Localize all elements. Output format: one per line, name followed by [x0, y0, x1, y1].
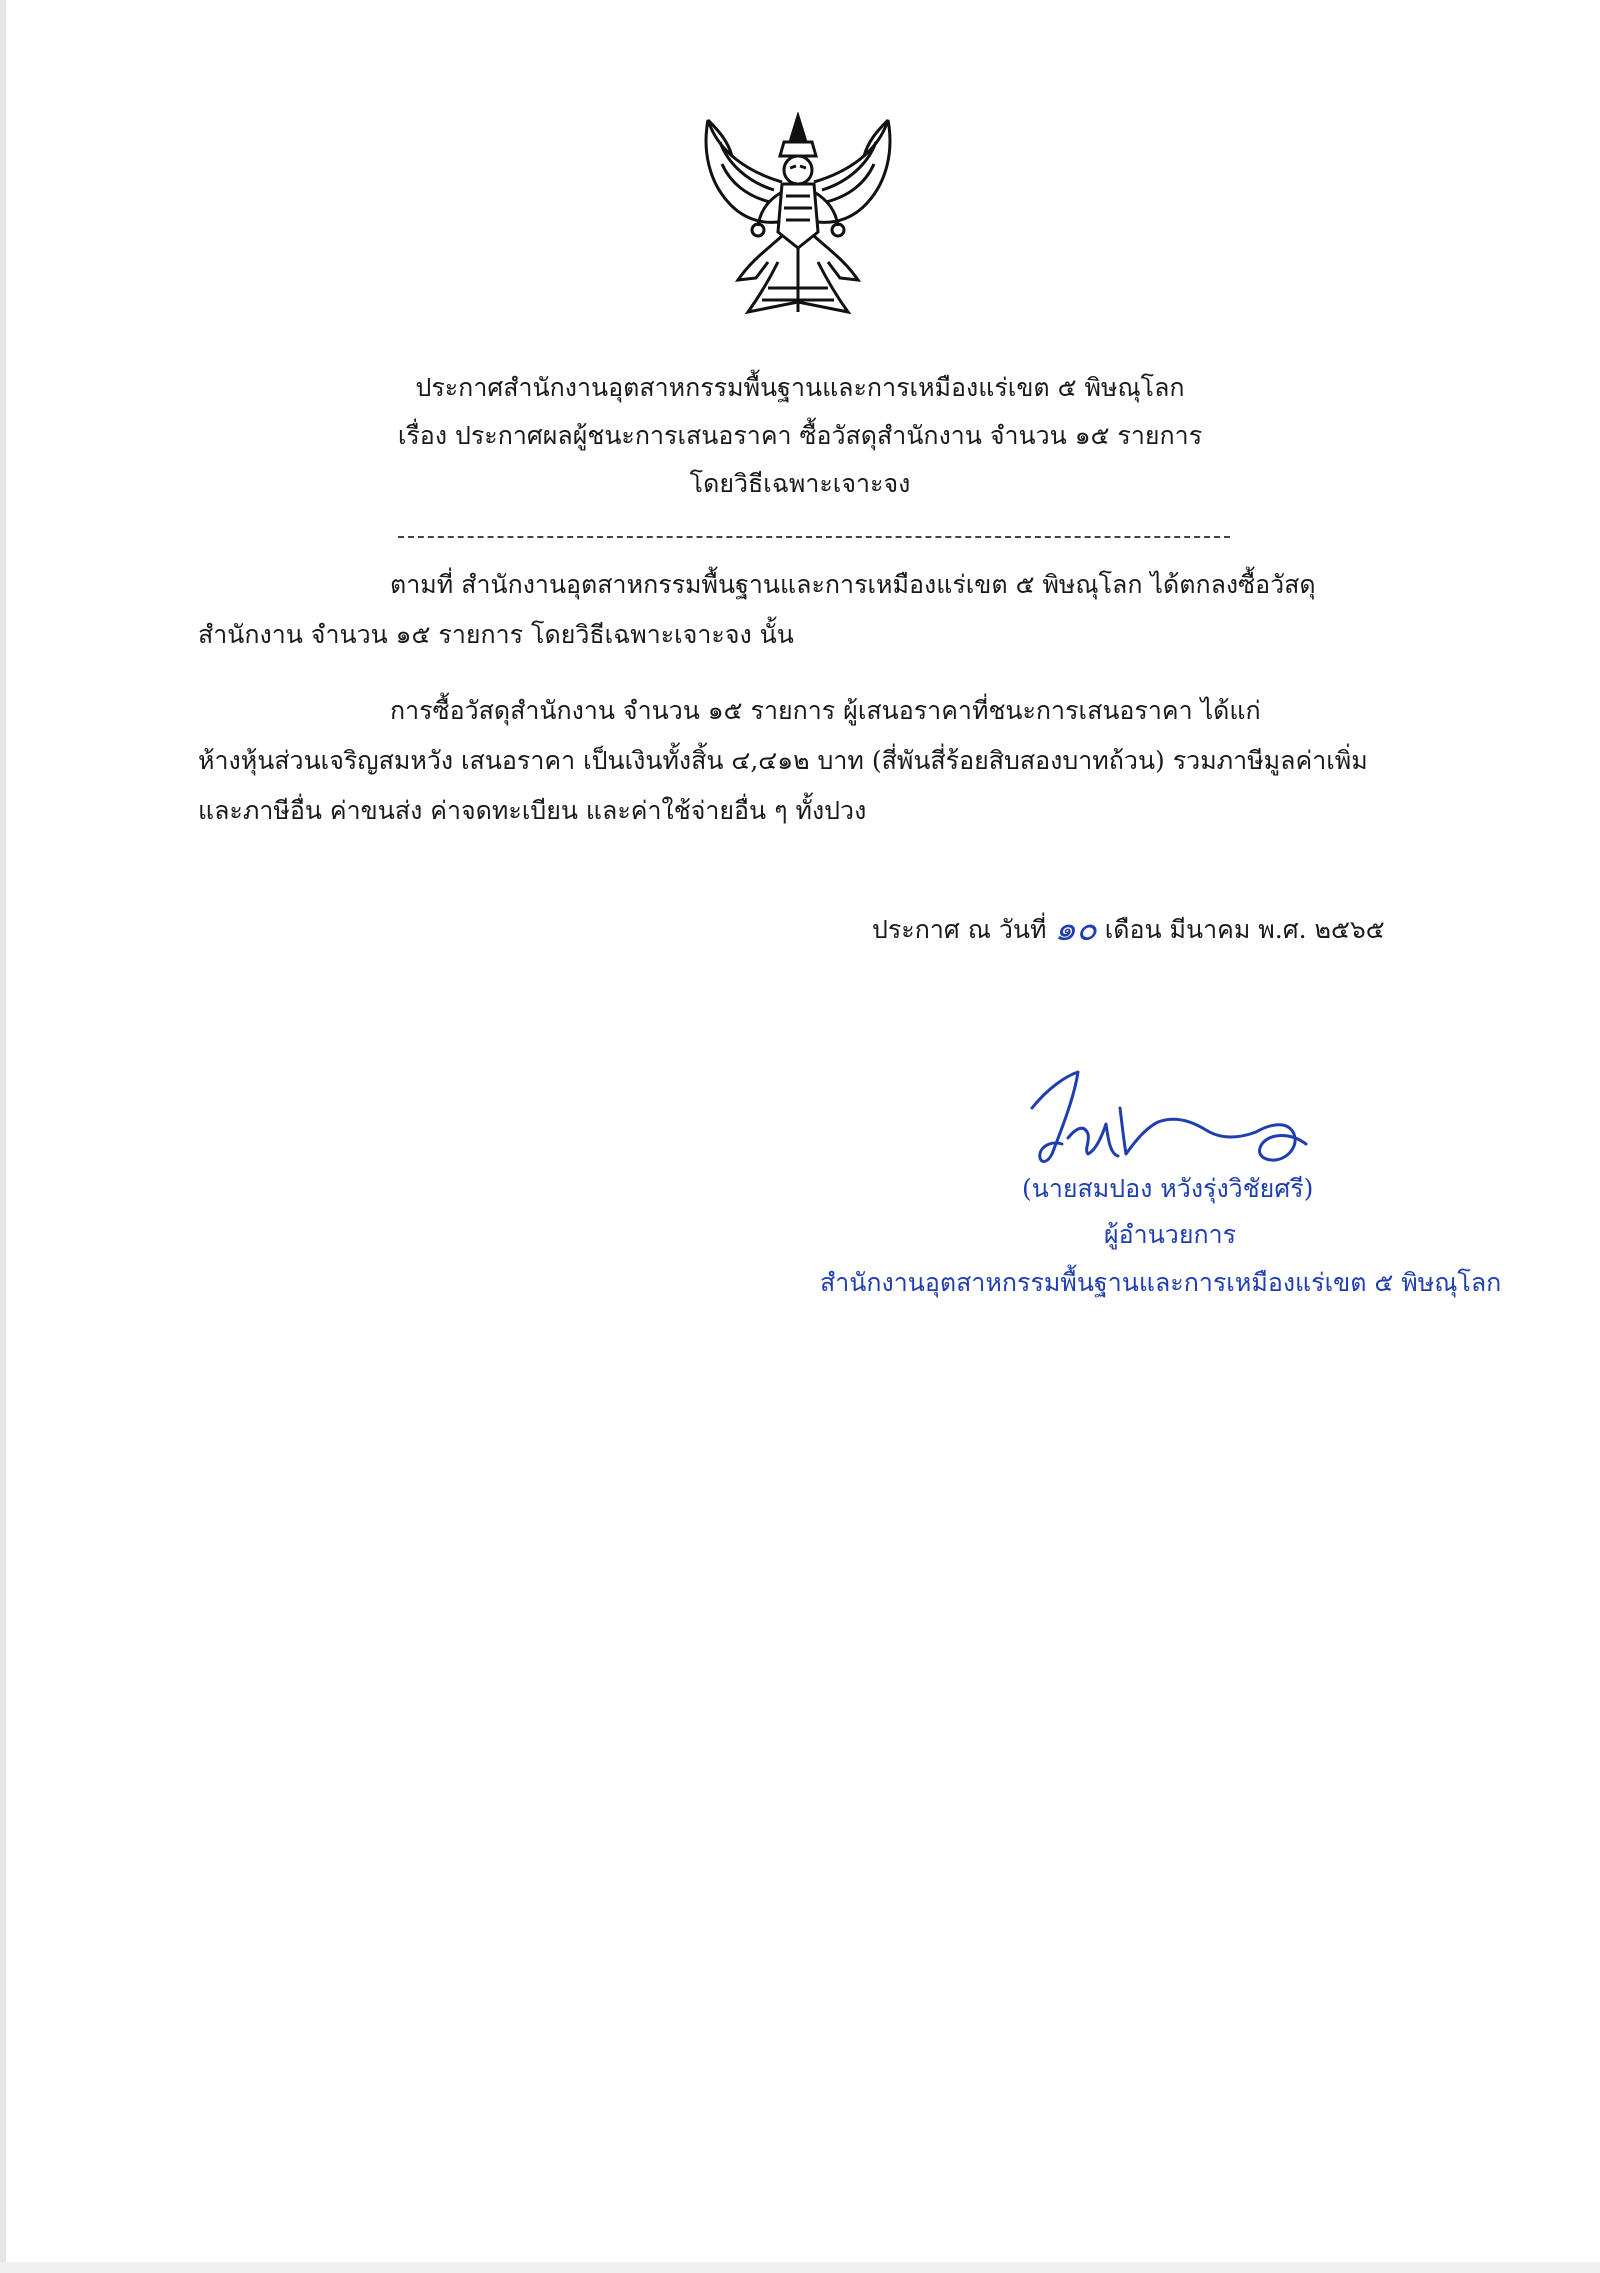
date-day: ๑๐: [1054, 909, 1097, 949]
announcement-method: โดยวิธีเฉพาะเจาะจง: [689, 469, 911, 498]
scan-bottom-edge: [0, 2262, 1600, 2273]
scan-edge: [0, 0, 6, 2273]
paragraph-1-line-2: สำนักงาน จำนวน ๑๕ รายการ โดยวิธีเฉพาะเจาะจง นั้น: [198, 620, 794, 649]
garuda-emblem-icon: [698, 112, 898, 324]
paragraph-2-line-2: ห้างหุ้นส่วนเจริญสมหวัง เสนอราคา เป็นเงินทั้งสิ้น ๔,๔๑๒ บาท (สี่พันสี่ร้อยสิบสองบาทถ้วน) รวมภาษีมูลค่าเพิ่ม: [198, 746, 1368, 775]
handwritten-signature: [1018, 1058, 1318, 1178]
header-divider: [398, 536, 1230, 538]
announcement-title: ประกาศสำนักงานอุตสาหกรรมพื้นฐานและการเหมืองแร่เขต ๕ พิษณุโลก: [415, 373, 1185, 402]
paragraph-2-line-1: การซื้อวัสดุสำนักงาน จำนวน ๑๕ รายการ ผู้เสนอราคาที่ชนะการเสนอราคา ได้แก่: [390, 696, 1261, 725]
signatory-position: ผู้อำนวยการ: [1104, 1220, 1237, 1249]
paragraph-1-line-1: ตามที่ สำนักงานอุตสาหกรรมพื้นฐานและการเหมืองแร่เขต ๕ พิษณุโลก ได้ตกลงซื้อวัสดุ: [390, 570, 1316, 599]
date-prefix: ประกาศ ณ วันที่: [872, 915, 1047, 944]
signatory-office: สำนักงานอุตสาหกรรมพื้นฐานและการเหมืองแร่เขต ๕ พิษณุโลก: [820, 1268, 1502, 1297]
paragraph-2-line-3: และภาษีอื่น ค่าขนส่ง ค่าจดทะเบียน และค่าใช้จ่ายอื่น ๆ ทั้งปวง: [198, 796, 867, 825]
announcement-date: [872, 910, 1385, 947]
announcement-subject: เรื่อง ประกาศผลผู้ชนะการเสนอราคา ซื้อวัสดุสำนักงาน จำนวน ๑๕ รายการ: [397, 421, 1203, 450]
date-suffix: เดือน มีนาคม พ.ศ. ๒๕๖๕: [1104, 915, 1385, 944]
signatory-name: (นายสมปอง หวังรุ่งวิชัยศรี): [1022, 1174, 1314, 1203]
